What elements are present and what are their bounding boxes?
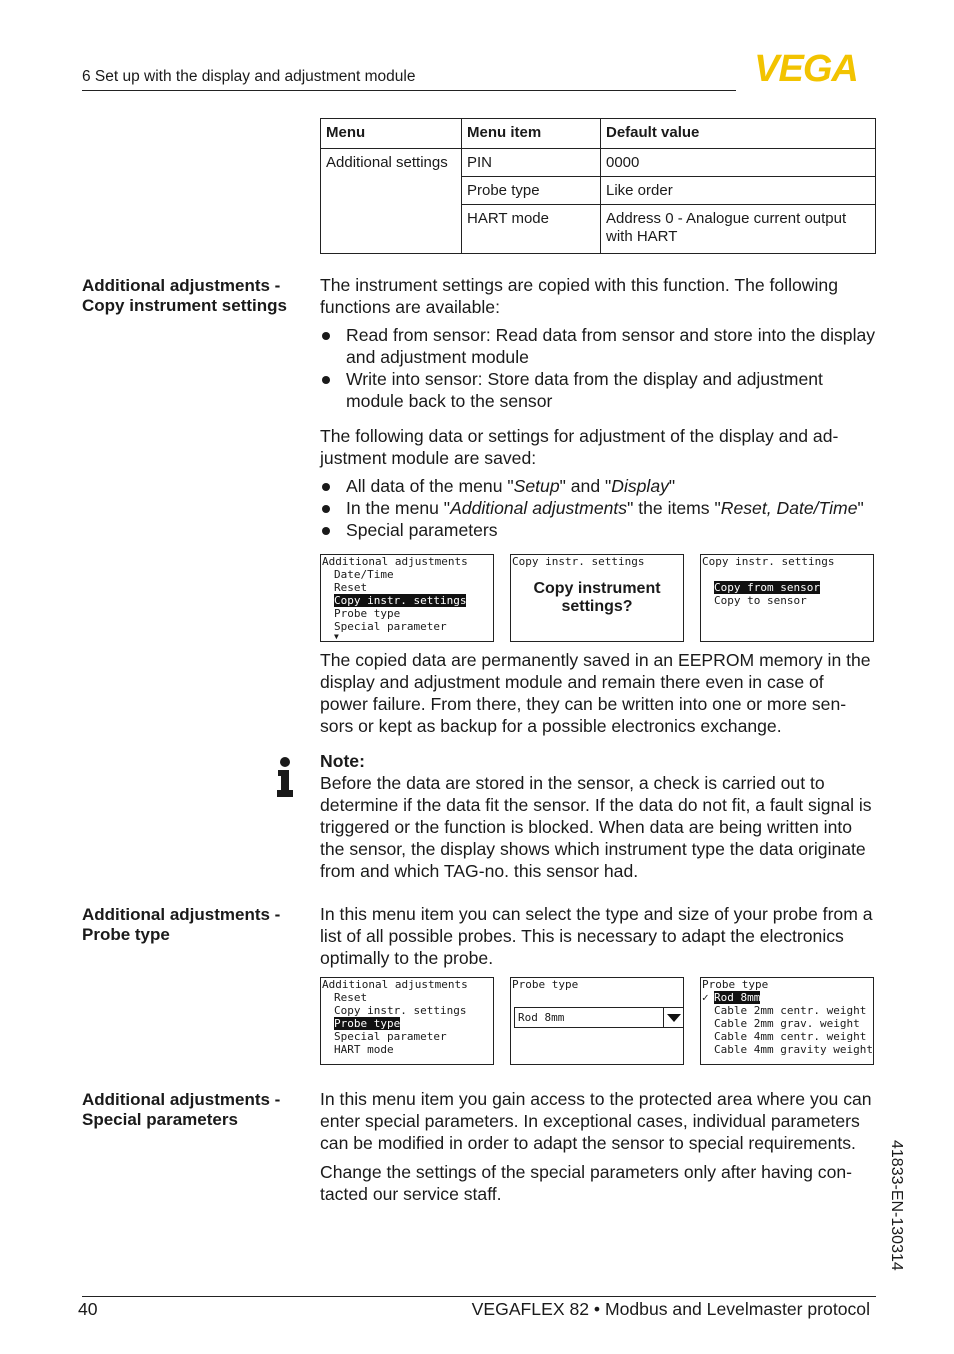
document-id: 41833-EN-130314 [888,1140,905,1271]
svg-text:VEGA: VEGA [754,50,858,84]
page-number: 40 [78,1299,98,1319]
check-icon: ✓ [702,991,709,1004]
scroll-down-icon: ▼ [334,632,339,641]
display-screen-probe-list: Probe type ✓ Rod 8mm Cable 2mm centr. weight Cable 2mm grav. weight Cable 4mm centr. weight Cable 4mm gravity weight [700,977,874,1065]
note-block [320,750,876,882]
cell-item: Probe type [462,177,601,205]
display-screen-menu: Additional adjustments Date/Time Reset Copy instr. settings Probe type Special parameter ▼ [320,554,494,642]
footer-rule [82,1296,876,1297]
cell-item: HART mode [462,205,601,254]
cell-value: 0000 [601,149,876,177]
note-title: Note: [320,751,365,771]
probe-section-body: In this menu item you can select the type and size of your probe from a list of all possible probes. This is necessary to adapt the electronics optimally to the probe. [320,904,873,968]
section-heading-copy: Additional adjustments - Copy instrument settings [82,276,287,315]
col-header-menu-item: Menu item [462,119,601,149]
info-icon [275,756,295,798]
section-heading-special: Additional adjustments - Special parameters [82,1090,281,1129]
vega-logo [740,50,872,84]
footer-product: VEGAFLEX 82 • Modbus and Levelmaster protocol [471,1299,870,1319]
saved-list [320,475,876,541]
display-screen-choice: Copy instr. settings Copy from sensor Copy to sensor [700,554,874,642]
display-screen-probe-menu: Additional adjustments Reset Copy instr. settings Probe type Special parameter HART mode [320,977,494,1065]
note-text: Before the data are stored in the sensor, a check is carried out to determine if the data fit the sensor. If the data do not fit, a fault signal is triggered or the function is blocked. When data are being written into the sensor, the display shows which instrument type the data originate from and which TAG-no. this sensor had. [320,773,872,881]
special-section-body: In this menu item you gain access to the protected area where you can enter special parameters. In exceptional cases, individual parameters can be modified in order to adapt the sensor to special requirements. Change the settings of the special parameters only after having con-tacted our service staff. [320,1089,872,1204]
section-heading-probe: Additional adjustments - Probe type [82,905,281,944]
cell-menu: Additional settings [321,149,462,254]
display-screen-probe-select: Probe type Rod 8mm [510,977,684,1065]
list-item: Write into sensor: Store data from the display and adjustment module back to the sensor [320,368,876,412]
copy-section-body [320,274,876,541]
copy-after-text: The copied data are permanently saved in an EEPROM memory in the display and adjustment module and remain there even in case of power failure. From there, they can be written into one or more sen-sors or kept as backup for a possible electronics exchange. [320,650,871,736]
functions-list [320,324,876,412]
cell-item: PIN [462,149,601,177]
list-item: Read from sensor: Read data from sensor and store into the display and adjustment module [320,324,876,368]
col-header-default: Default value [601,119,876,149]
list-item: Special parameters [320,519,876,541]
saved-intro: The following data or settings for adjustment of the display and ad-justment module are saved: [320,426,839,468]
default-values-table [320,118,876,254]
dropdown-arrow-icon [663,1008,683,1027]
copy-intro: The instrument settings are copied with this function. The following functions are available: [320,275,838,317]
display-screen-confirm: Copy instr. settings Copy instrument settings? [510,554,684,642]
list-item: In the menu "Additional adjustments" the items "Reset, Date/Time" [320,497,876,519]
list-item: All data of the menu "Setup" and "Display" [320,475,876,497]
cell-value: Like order [601,177,876,205]
col-header-menu: Menu [321,119,462,149]
probe-type-dropdown: Rod 8mm [514,1007,684,1028]
header-rule [82,90,736,91]
running-header: 6 Set up with the display and adjustment module [82,68,416,85]
cell-value: Address 0 - Analogue current output with HART [601,205,876,254]
table-row [321,149,876,177]
